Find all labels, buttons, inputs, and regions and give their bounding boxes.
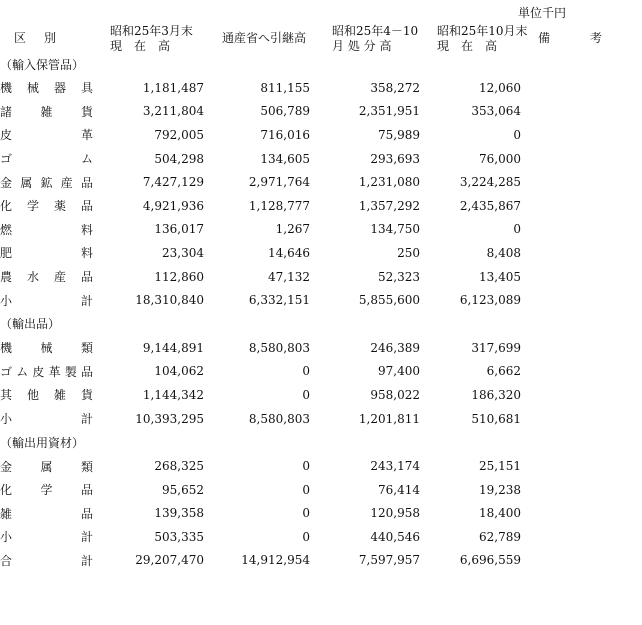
value-march-end: 104,062 bbox=[154, 364, 204, 379]
category-label: ゴム bbox=[0, 152, 93, 167]
category-cell bbox=[0, 218, 112, 242]
value-october-end: 186,320 bbox=[471, 387, 521, 402]
category-label: 小計 bbox=[0, 293, 93, 308]
value-march-end: 23,304 bbox=[162, 245, 204, 260]
header-col2: 通産省へ引継高 bbox=[222, 31, 307, 45]
value-october-end: 13,405 bbox=[479, 269, 521, 284]
value-transferred: 1,128,777 bbox=[248, 198, 310, 213]
table-row bbox=[0, 241, 609, 265]
value-march-end: 3,211,804 bbox=[142, 104, 204, 119]
value-transferred: 8,580,803 bbox=[248, 411, 310, 426]
category-label: ゴム皮革製品 bbox=[0, 364, 93, 379]
table-row bbox=[0, 383, 609, 407]
value-october-end: 0 bbox=[513, 222, 521, 237]
remarks-cell bbox=[521, 549, 609, 573]
table-row bbox=[0, 123, 609, 147]
category-cell bbox=[0, 100, 112, 124]
value-disposed: 52,323 bbox=[378, 269, 420, 284]
header-col4-line2: 現 在 高 bbox=[437, 39, 498, 53]
category-cell bbox=[0, 241, 112, 265]
value-disposed: 958,022 bbox=[370, 387, 420, 402]
category-label: 其他雑貨 bbox=[0, 388, 93, 403]
table-row bbox=[0, 502, 609, 526]
table-body bbox=[0, 52, 609, 572]
value-disposed: 75,989 bbox=[378, 127, 420, 142]
section-cell bbox=[0, 430, 609, 454]
header-col1-line2: 現 在 高 bbox=[110, 39, 171, 53]
category-label: 合計 bbox=[0, 553, 93, 568]
value-october-end: 317,699 bbox=[471, 340, 521, 355]
category-label: 金属鉱産品 bbox=[0, 175, 93, 190]
value-march-end: 268,325 bbox=[154, 459, 204, 474]
category-label: 機械器具 bbox=[0, 81, 93, 96]
value-march-end: 29,207,470 bbox=[135, 553, 204, 568]
value-disposed: 97,400 bbox=[378, 364, 420, 379]
table-row bbox=[0, 407, 609, 431]
category-cell bbox=[0, 549, 112, 573]
remarks-cell bbox=[521, 194, 609, 218]
header-col1-line1: 昭和25年3月末 bbox=[110, 24, 193, 38]
category-label: 金属類 bbox=[0, 459, 93, 474]
value-transferred: 8,580,803 bbox=[248, 340, 310, 355]
remarks-cell bbox=[521, 336, 609, 360]
remarks-cell bbox=[521, 218, 609, 242]
section-row bbox=[0, 52, 609, 76]
value-transferred: 0 bbox=[302, 482, 310, 497]
category-label: 肥料 bbox=[0, 246, 93, 261]
value-disposed: 1,231,080 bbox=[358, 175, 420, 190]
section-row bbox=[0, 430, 609, 454]
value-october-end: 2,435,867 bbox=[459, 198, 521, 213]
value-disposed: 2,351,951 bbox=[358, 104, 420, 119]
value-transferred: 47,132 bbox=[268, 269, 310, 284]
value-disposed: 440,546 bbox=[370, 529, 420, 544]
value-disposed: 134,750 bbox=[370, 222, 420, 237]
remarks-cell bbox=[521, 478, 609, 502]
category-label: 機械類 bbox=[0, 341, 93, 356]
value-october-end: 510,681 bbox=[471, 411, 521, 426]
category-cell bbox=[0, 478, 112, 502]
table-row bbox=[0, 549, 609, 573]
value-disposed: 1,201,811 bbox=[358, 411, 420, 426]
header-col3-line1: 昭和25年4－10 bbox=[332, 24, 419, 38]
category-cell bbox=[0, 288, 112, 312]
table-row bbox=[0, 194, 609, 218]
value-october-end: 0 bbox=[513, 127, 521, 142]
value-disposed: 76,414 bbox=[378, 482, 420, 497]
value-transferred: 134,605 bbox=[260, 151, 310, 166]
header-kubetsu: 区別 bbox=[14, 31, 75, 45]
category-label: 雑品 bbox=[0, 506, 93, 521]
category-label: 化学品 bbox=[0, 483, 93, 498]
remarks-cell bbox=[521, 407, 609, 431]
value-disposed: 358,272 bbox=[370, 80, 420, 95]
category-label: 燃料 bbox=[0, 222, 93, 237]
table-row bbox=[0, 170, 609, 194]
category-cell bbox=[0, 336, 112, 360]
value-march-end: 95,652 bbox=[162, 482, 204, 497]
category-cell bbox=[0, 360, 112, 384]
value-october-end: 6,696,559 bbox=[459, 553, 521, 568]
remarks-cell bbox=[521, 265, 609, 289]
value-march-end: 4,921,936 bbox=[142, 198, 204, 213]
category-cell bbox=[0, 76, 112, 100]
category-cell bbox=[0, 502, 112, 526]
value-transferred: 506,789 bbox=[260, 104, 310, 119]
category-cell bbox=[0, 194, 112, 218]
value-transferred: 0 bbox=[302, 387, 310, 402]
value-disposed: 5,855,600 bbox=[358, 293, 420, 308]
remarks-cell bbox=[521, 100, 609, 124]
value-march-end: 7,427,129 bbox=[142, 175, 204, 190]
value-disposed: 1,357,292 bbox=[358, 198, 420, 213]
table-row bbox=[0, 454, 609, 478]
table-row bbox=[0, 288, 609, 312]
remarks-cell bbox=[521, 241, 609, 265]
value-disposed: 293,693 bbox=[370, 151, 420, 166]
table-row bbox=[0, 100, 609, 124]
remarks-cell bbox=[521, 76, 609, 100]
header-col3-line2: 月 処 分 高 bbox=[332, 39, 392, 53]
unit-label: 単位千円 bbox=[518, 6, 567, 20]
value-transferred: 811,155 bbox=[260, 80, 310, 95]
remarks-cell bbox=[521, 288, 609, 312]
value-march-end: 136,017 bbox=[154, 222, 204, 237]
table-row bbox=[0, 360, 609, 384]
value-october-end: 6,662 bbox=[486, 364, 521, 379]
category-label: 小計 bbox=[0, 412, 93, 427]
table-row bbox=[0, 147, 609, 171]
category-label: 農水産品 bbox=[0, 270, 93, 285]
value-transferred: 1,267 bbox=[275, 222, 310, 237]
value-march-end: 10,393,295 bbox=[135, 411, 204, 426]
table-row bbox=[0, 76, 609, 100]
value-march-end: 18,310,840 bbox=[135, 293, 204, 308]
value-transferred: 0 bbox=[302, 529, 310, 544]
value-march-end: 1,181,487 bbox=[142, 80, 204, 95]
value-disposed: 243,174 bbox=[370, 459, 420, 474]
category-cell bbox=[0, 147, 112, 171]
category-label: 小計 bbox=[0, 530, 93, 545]
section-cell bbox=[0, 52, 609, 76]
value-october-end: 19,238 bbox=[479, 482, 521, 497]
inventory-table bbox=[0, 52, 609, 572]
table-row bbox=[0, 265, 609, 289]
value-transferred: 2,971,764 bbox=[248, 175, 310, 190]
category-cell bbox=[0, 454, 112, 478]
value-october-end: 12,060 bbox=[479, 80, 521, 95]
value-october-end: 62,789 bbox=[479, 529, 521, 544]
value-march-end: 1,144,342 bbox=[142, 387, 204, 402]
value-disposed: 120,958 bbox=[370, 506, 420, 521]
remarks-cell bbox=[521, 147, 609, 171]
remarks-cell bbox=[521, 525, 609, 549]
section-label: （輸出品） bbox=[0, 317, 61, 332]
category-cell bbox=[0, 383, 112, 407]
value-march-end: 504,298 bbox=[154, 151, 204, 166]
table-row bbox=[0, 525, 609, 549]
value-march-end: 139,358 bbox=[154, 506, 204, 521]
table-row bbox=[0, 478, 609, 502]
header-biko: 備考 bbox=[538, 31, 642, 45]
table-row bbox=[0, 336, 609, 360]
category-cell bbox=[0, 123, 112, 147]
category-cell bbox=[0, 407, 112, 431]
value-march-end: 112,860 bbox=[154, 269, 204, 284]
table-row bbox=[0, 218, 609, 242]
header-col3 bbox=[332, 24, 418, 54]
value-october-end: 8,408 bbox=[486, 245, 521, 260]
value-disposed: 250 bbox=[397, 245, 420, 260]
value-october-end: 6,123,089 bbox=[459, 293, 521, 308]
header-col4-line1: 昭和25年10月末 bbox=[437, 24, 528, 38]
value-transferred: 0 bbox=[302, 506, 310, 521]
value-october-end: 353,064 bbox=[471, 104, 521, 119]
category-label: 化学薬品 bbox=[0, 199, 93, 214]
category-label: 諸雑貨 bbox=[0, 104, 93, 119]
value-march-end: 9,144,891 bbox=[142, 340, 204, 355]
value-transferred: 14,912,954 bbox=[241, 553, 310, 568]
value-disposed: 246,389 bbox=[370, 340, 420, 355]
category-cell bbox=[0, 170, 112, 194]
value-transferred: 6,332,151 bbox=[248, 293, 310, 308]
value-transferred: 0 bbox=[302, 459, 310, 474]
section-cell bbox=[0, 312, 609, 336]
category-cell bbox=[0, 265, 112, 289]
remarks-cell bbox=[521, 454, 609, 478]
section-label: （輸入保管品） bbox=[0, 57, 85, 72]
remarks-cell bbox=[521, 123, 609, 147]
remarks-cell bbox=[521, 502, 609, 526]
value-march-end: 792,005 bbox=[154, 127, 204, 142]
remarks-cell bbox=[521, 360, 609, 384]
category-cell bbox=[0, 525, 112, 549]
header-col1 bbox=[110, 24, 193, 54]
value-october-end: 76,000 bbox=[479, 151, 521, 166]
value-disposed: 7,597,957 bbox=[358, 553, 420, 568]
section-row bbox=[0, 312, 609, 336]
value-transferred: 0 bbox=[302, 364, 310, 379]
header-col4 bbox=[437, 24, 528, 54]
value-october-end: 3,224,285 bbox=[459, 175, 521, 190]
section-label: （輸出用資材） bbox=[0, 435, 85, 450]
remarks-cell bbox=[521, 170, 609, 194]
value-october-end: 18,400 bbox=[479, 506, 521, 521]
value-october-end: 25,151 bbox=[479, 459, 521, 474]
category-label: 皮革 bbox=[0, 128, 93, 143]
value-transferred: 14,646 bbox=[268, 245, 310, 260]
remarks-cell bbox=[521, 383, 609, 407]
value-transferred: 716,016 bbox=[260, 127, 310, 142]
value-march-end: 503,335 bbox=[154, 529, 204, 544]
